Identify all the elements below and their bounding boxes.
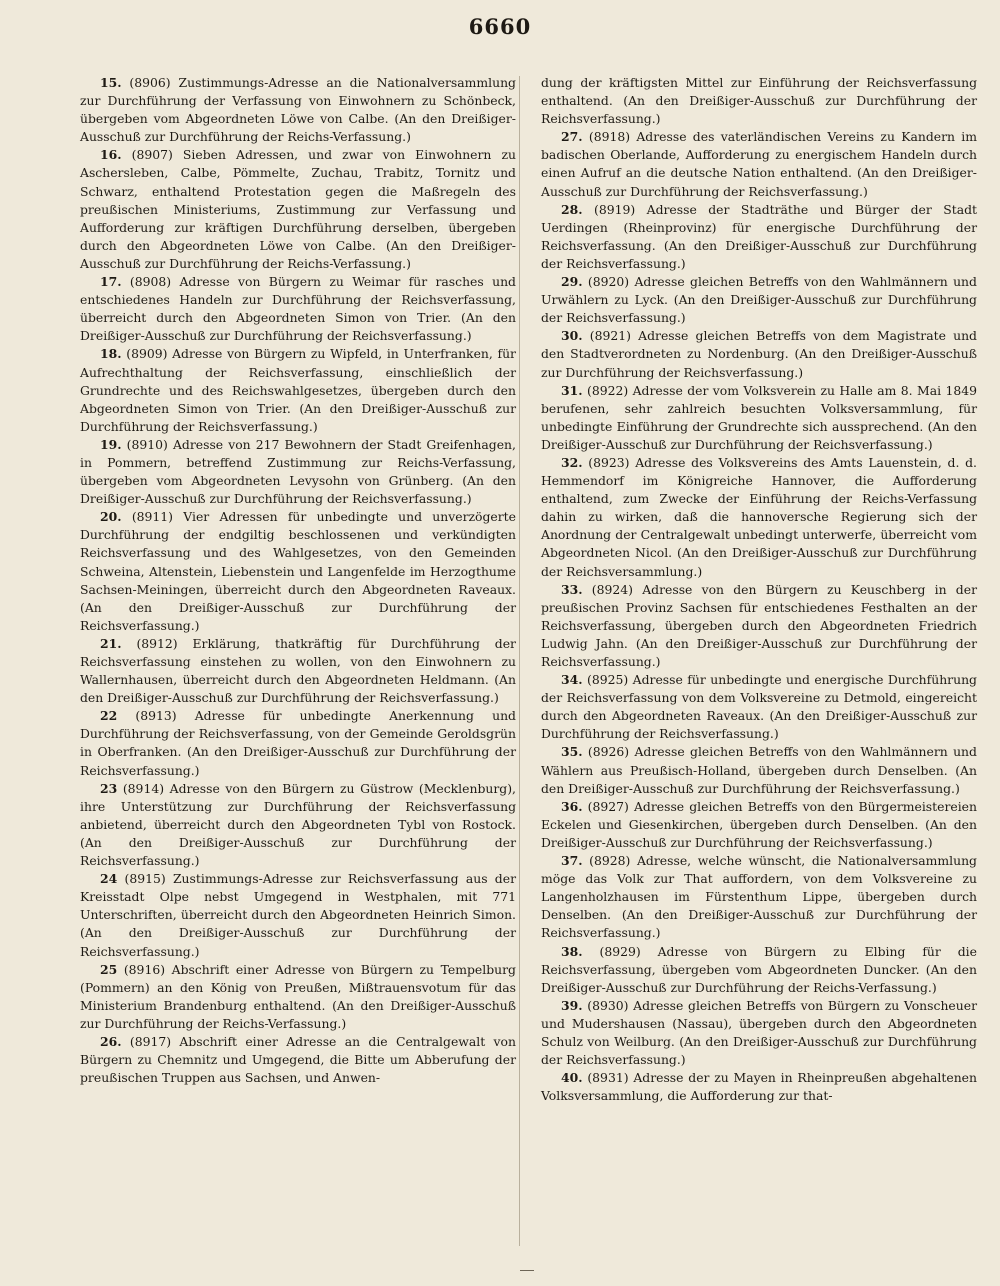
entry-text: (8928) Adresse, welche wünscht, die Nationalversammlung möge das Volk zur That auffordern, von dem Volksvereine zu Langenholzhausen im Fürstenthum Lippe, übergeben durch Denselben. (An den Dreißiger-Ausschuß zur Durchführung der Reichsverfassung.) [541, 853, 977, 941]
petition-entry [541, 671, 977, 743]
entry-text: (8917) Abschrift einer Adresse an die Centralgewalt von Bürgern zu Chemnitz und Umgegend, die Bitte um Abberufung der preußischen Truppen aus Sachsen, und Anwen- [80, 1033, 516, 1086]
petition-entry [80, 707, 516, 779]
entry-number: 24 [100, 871, 118, 887]
entry-text: (8921) Adresse gleichen Betreffs von dem Magistrate und den Stadtverordneten zu Nordenburg. (An den Dreißiger-Ausschuß zur Durchführung der Reichsverfassung.) [541, 328, 977, 380]
petition-entry [541, 943, 977, 997]
entry-number: 28. [561, 201, 583, 217]
entry-text: (8906) Zustimmungs-Adresse an die Nationalversammlung zur Durchführung der Verfassung von Einwohnern zu Schönbeck, übergeben vom Abgeordneten Löwe von Calbe. (An den Dreißiger-Ausschuß zur Durchführung der Reichs-Verfassung.) [80, 75, 516, 145]
entry-number: 37. [561, 853, 583, 869]
entry-text: (8911) Vier Adressen für unbedingte und unverzögerte Durchführung der endgiltig beschlossenen und verkündigten Reichsverfassung und des Wahlgesetzes, von den Gemeinden Schweina, Altenstein, Liebenstein und Langenfelde im Herzogthume Sachsen-Meiningen, überreicht durch den Abgeordneten Raveaux. (An den Dreißiger-Ausschuß zur Durchführung der Reichsverfassung.) [80, 509, 516, 633]
petition-entry [80, 1033, 516, 1087]
entry-number: 25 [100, 961, 118, 977]
right-column [541, 74, 977, 1105]
entry-number: 39. [561, 997, 583, 1013]
petition-entry [80, 780, 516, 870]
entry-number: 35. [561, 744, 583, 760]
petition-entry [80, 146, 516, 273]
entry-text: (8918) Adresse des vaterländischen Vereins zu Kandern im badischen Oberlande, Aufforderung zu energischem Handeln durch einen Aufruf an die deutsche Nation enthaltend. (An den Dreißiger-Ausschuß zur Durchführung der Reichsverfassung.) [541, 129, 977, 199]
petition-entry [541, 273, 977, 327]
entry-number: 16. [100, 147, 122, 163]
petition-entry [80, 74, 516, 146]
entry-text: (8922) Adresse der vom Volksverein zu Halle am 8. Mai 1849 berufenen, sehr zahlreich besuchten Volksversammlung, für unbedingte Einführung der Grundrechte sich aussprechend. (An den Dreißiger-Ausschuß zur Durchführung der Reichsverfassung.) [541, 382, 977, 452]
entry-number: 32. [561, 454, 583, 470]
petition-entry [541, 382, 977, 454]
page-number: 6660 [468, 14, 532, 39]
entry-number: 26. [100, 1033, 122, 1049]
petition-entry [80, 345, 516, 435]
petition-entry [541, 201, 977, 273]
petition-entry [80, 436, 516, 508]
entry-text: (8930) Adresse gleichen Betreffs von Bürgern zu Vonscheuer und Mudershausen (Nassau), übergeben durch den Abgeordneten Schulz von Weilburg. (An den Dreißiger-Ausschuß zur Durchführung der Reichsverfassung.) [541, 997, 977, 1068]
petition-entry [541, 74, 977, 128]
left-column [80, 74, 516, 1087]
entry-number: 33. [561, 581, 583, 597]
entry-text: (8920) Adresse gleichen Betreffs von den Wahlmännern und Urwählern zu Lyck. (An den Dreißiger-Ausschuß zur Durchführung der Reichsverfassung.) [541, 274, 977, 326]
entry-number: 21. [100, 635, 122, 651]
petition-entry [541, 852, 977, 942]
petition-entry [80, 508, 516, 635]
entry-number: 23 [100, 780, 118, 796]
entry-text: dung der kräftigsten Mittel zur Einführung der Reichsverfassung enthaltend. (An den Dreißiger-Ausschuß zur Durchführung der Reichsverfassung.) [541, 75, 977, 127]
entry-number: 27. [561, 129, 583, 145]
entry-text: (8926) Adresse gleichen Betreffs von den Wahlmännern und Wählern aus Preußisch-Holland, übergeben durch Denselben. (An den Dreißiger-Ausschuß zur Durchführung der Reichsverfassung.) [541, 744, 977, 796]
entry-text: (8924) Adresse von den Bürgern zu Keuschberg in der preußischen Provinz Sachsen für entschiedenes Festhalten an der Reichsverfassung, übergeben durch den Abgeordneten Friedrich Ludwig Jahn. (An den Dreißiger-Ausschuß zur Durchführung der Reichsverfassung.) [541, 581, 977, 669]
entry-text: (8923) Adresse des Volksvereins des Amts Lauenstein, d. d. Hemmendorf im Königreiche Hannover, die Aufforderung enthaltend, zum Zwecke der Einführung der Reichs-Verfassung dahin zu wirken, daß die hannoversche Regierung sich der Anordnung der Centralgewalt unbedingt unterwerfe, überreicht vom Abgeordneten Nicol. (An den Dreißiger-Ausschuß zur Durchführung der Reichsversammlung.) [541, 454, 977, 579]
entry-number: 29. [561, 274, 583, 290]
entry-text: (8907) Sieben Adressen, und zwar von Einwohnern zu Aschersleben, Calbe, Pömmelte, Zuchau, Trabitz, Tornitz und Schwarz, enthaltend Protestation gegen die Maßregeln des preußischen Ministeriums, Zustimmung zur Verfassung und Aufforderung zur kräftigen Durchführung derselben, übergeben durch den Abgeordneten Löwe von Calbe. (An den Dreißiger-Ausschuß zur Durchführung der Reichs-Verfassung.) [80, 147, 516, 271]
petition-entry [80, 273, 516, 345]
entry-text: (8914) Adresse von den Bürgern zu Güstrow (Mecklenburg), ihre Unterstützung zur Durchführung der Reichsverfassung anbietend, überreicht durch den Abgeordneten Tybl von Rostock. (An den Dreißiger-Ausschuß zur Durchführung der Reichsverfassung.) [80, 780, 516, 869]
entry-text: (8931) Adresse der zu Mayen in Rheinpreußen abgehaltenen Volksversammlung, die Aufforderung zur that- [541, 1070, 977, 1104]
petition-entry [80, 961, 516, 1033]
entry-text: (8909) Adresse von Bürgern zu Wipfeld, in Unterfranken, für Aufrechthaltung der Reichsverfassung, einschließlich der Grundrechte und des Reichswahlgesetzes, übergeben durch den Abgeordneten Simon von Trier. (An den Dreißiger-Ausschuß zur Durchführung der Reichsverfassung.) [80, 346, 516, 434]
petition-entry [541, 327, 977, 381]
entry-number: 17. [100, 274, 122, 290]
entry-text: (8916) Abschrift einer Adresse von Bürgern zu Tempelburg (Pommern) an den König von Preußen, Mißtrauensvotum für das Ministerium Brandenburg enthaltend. (An den Dreißiger-Ausschuß zur Durchführung der Reichs-Verfassung.) [80, 961, 516, 1031]
petition-entry [541, 128, 977, 200]
entry-text: (8925) Adresse für unbedingte und energische Durchführung der Reichsverfassung von dem Volksvereine zu Detmold, eingereicht durch den Abgeordneten Raveaux. (An den Dreißiger-Ausschuß zur Durchführung der Reichsverfassung.) [541, 672, 977, 742]
entry-number: 34. [561, 672, 583, 688]
entry-number: 40. [561, 1070, 583, 1086]
entry-text: (8927) Adresse gleichen Betreffs von den Bürgermeistereien Eckelen und Giesenkirchen, übergeben durch Denselben. (An den Dreißiger-Ausschuß zur Durchführung der Reichsverfassung.) [541, 798, 977, 850]
entry-text: (8929) Adresse von Bürgern zu Elbing für die Reichsverfassung, übergeben vom Abgeordneten Duncker. (An den Dreißiger-Ausschuß zur Durchführung der Reichs-Verfassung.) [541, 943, 977, 995]
petition-entry [541, 454, 977, 581]
page-bottom-mark [520, 1270, 534, 1271]
entry-number: 38. [561, 943, 583, 959]
entry-number: 30. [561, 328, 583, 344]
entry-text: (8910) Adresse von 217 Bewohnern der Stadt Greifenhagen, in Pommern, betreffend Zustimmung zur Reichs-Verfassung, übergeben vom Abgeordneten Levysohn von Grünberg. (An den Dreißiger-Ausschuß zur Durchführung der Reichsverfassung.) [80, 436, 516, 507]
entry-number: 19. [100, 436, 122, 452]
entry-text: (8908) Adresse von Bürgern zu Weimar für rasches und entschiedenes Handeln zur Durchführung der Reichsverfassung, überreicht durch den Abgeordneten Simon von Trier. (An den Dreißiger-Ausschuß zur Durchführung der Reichsverfassung.) [80, 274, 516, 344]
petition-entry [541, 743, 977, 797]
entry-number: 15. [100, 75, 122, 90]
entry-text: (8919) Adresse der Stadträthe und Bürger der Stadt Uerdingen (Rheinprovinz) für energische Durchführung der Reichsverfassung. (An den Dreißiger-Ausschuß zur Durchführung der Reichsverfassung.) [541, 201, 977, 271]
entry-number: 31. [561, 382, 583, 398]
entry-number: 36. [561, 798, 583, 814]
entry-text: (8913) Adresse für unbedingte Anerkennung und Durchführung der Reichsverfassung, von der Gemeinde Geroldsgrün in Oberfranken. (An den Dreißiger-Ausschuß zur Durchführung der Reichsverfassung.) [80, 708, 516, 778]
entry-number: 18. [100, 346, 122, 362]
petition-entry [541, 997, 977, 1069]
petition-entry [541, 1069, 977, 1105]
entry-text: (8915) Zustimmungs-Adresse zur Reichsverfassung aus der Kreisstadt Olpe nebst Umgegend in Westphalen, mit 771 Unterschriften, überreicht durch den Abgeordneten Heinrich Simon. (An den Dreißiger-Ausschuß zur Durchführung der Reichsverfassung.) [80, 871, 516, 959]
entry-text: (8912) Erklärung, thatkräftig für Durchführung der Reichsverfassung einstehen zu wollen, von den Einwohnern zu Wallernhausen, überreicht durch den Abgeordneten Heldmann. (An den Dreißiger-Ausschuß zur Durchführung der Reichsverfassung.) [80, 635, 516, 706]
entry-number: 20. [100, 509, 122, 525]
petition-entry [80, 635, 516, 707]
petition-entry [80, 870, 516, 960]
petition-entry [541, 798, 977, 852]
petition-entry [541, 581, 977, 671]
entry-number: 22 [100, 708, 118, 724]
column-divider [519, 76, 520, 1246]
